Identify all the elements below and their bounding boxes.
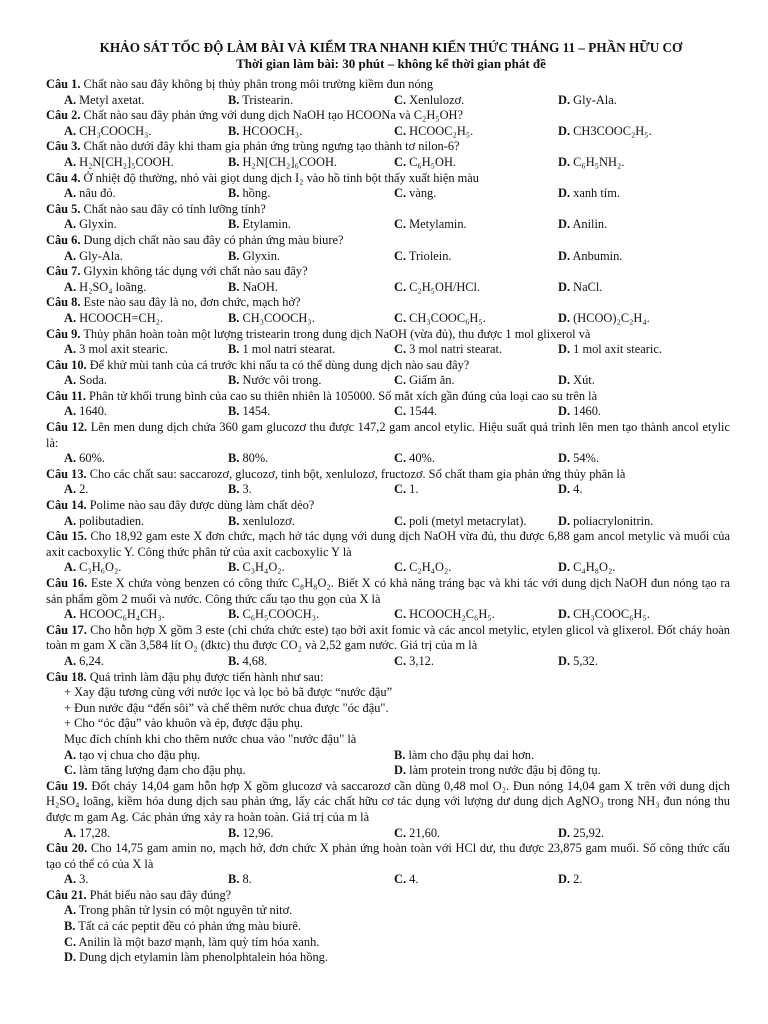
- option: C. CH₃COOC₆H₅.: [394, 310, 486, 325]
- question-text: Quá trình làm đậu phụ được tiến hành như sau:: [89, 669, 324, 684]
- option: A. Trong phân tử lysin có một nguyên tử nitơ.: [64, 903, 293, 918]
- question-text: Polime nào sau đây được dùng làm chất dẻo?: [89, 498, 315, 513]
- question-item: [46, 778, 730, 841]
- question-item: [46, 77, 730, 108]
- question-label: Câu 1.: [46, 77, 81, 91]
- option: A. Glyxin.: [64, 217, 117, 232]
- option-letter: A.: [64, 903, 77, 918]
- option: D. 25,92.: [558, 825, 605, 840]
- question-label: Câu 9.: [46, 326, 81, 341]
- page-subtitle: Thời gian làm bài: 30 phút – không kể thời gian phát đề: [236, 56, 546, 71]
- question-label: Câu 6.: [46, 232, 81, 247]
- question-stem: [46, 498, 730, 514]
- option-row: [64, 919, 730, 935]
- option: D. (HCOO)₂C₂H₄.: [558, 310, 650, 325]
- option: D. NaCl.: [558, 279, 603, 294]
- question-stem: [46, 139, 730, 155]
- option-letter: A.: [64, 482, 77, 497]
- option-letter: B.: [228, 653, 240, 668]
- option: A. 60%.: [64, 451, 105, 466]
- option: B. 8.: [228, 872, 252, 887]
- question-stem: [46, 779, 730, 826]
- option-letter: D.: [558, 154, 571, 169]
- option: C. Triolein.: [394, 248, 452, 263]
- question-item: [46, 576, 730, 623]
- option-letter: D.: [558, 560, 571, 575]
- question-item: [46, 669, 730, 779]
- option: A. HCOOCH=CH₂.: [64, 310, 164, 325]
- question-label: Câu 3.: [46, 139, 81, 154]
- question-text: Đốt cháy 14,04 gam hỗn hợp X gồm glucozơ và saccarozơ cần dùng 0,48 mol O₂. Đun nóng 14,04 gam X trên với dung dịch H₂SO₄ loãng, kiềm hóa dung dịch sau phản ứng, lấy các chất hữu cơ tác dụng với lượng dư dung dịch AgNO₃ trong NH₃ đun nóng thu được m gam Ag. Các phản ứng xảy ra hoàn toàn. Giá trị của m là: [46, 778, 730, 824]
- option: D. 1460.: [558, 404, 602, 419]
- question-stem: [46, 529, 730, 560]
- question-label: Câu 8.: [46, 295, 81, 310]
- option-row: [64, 404, 730, 420]
- option-row: [64, 607, 730, 623]
- question-list: [46, 77, 730, 966]
- option: D. CH3COOC₂H₅.: [558, 123, 652, 138]
- option: A. 2.: [64, 482, 89, 497]
- question-text: Cho 14,75 gam amin no, mạch hở, đơn chức X phản ứng hoàn toàn với HCl dư, thu được 23,875 gam muối. Số công thức cấu tạo có thể có của X là: [46, 841, 730, 871]
- option: C. HCOOCH₂C₆H₅.: [394, 607, 495, 622]
- option-letter: D.: [394, 763, 407, 778]
- option-letter: B.: [228, 404, 240, 419]
- option-row: [64, 950, 730, 966]
- option: C. vàng.: [394, 186, 437, 201]
- question-text: Phát biểu nào sau đây đúng?: [89, 887, 232, 902]
- option-row: [64, 93, 730, 109]
- option-letter: D.: [558, 217, 571, 232]
- question-item: [46, 622, 730, 670]
- question-label: Câu 15.: [46, 529, 87, 544]
- option-letter: C.: [394, 607, 407, 622]
- option-row: [64, 763, 730, 779]
- option: C. Metylamin.: [394, 217, 467, 232]
- option-letter: D.: [558, 451, 571, 466]
- option-row: [64, 748, 730, 764]
- option-letter: B.: [228, 154, 240, 169]
- question-stem: [46, 202, 730, 218]
- question-stem: [46, 467, 730, 483]
- option: C. Xenlulozơ.: [394, 92, 465, 107]
- question-text: Este nào sau đây là no, đơn chức, mạch hở?: [83, 295, 301, 310]
- option: D. Anbumin.: [558, 248, 623, 263]
- question-stem: [46, 77, 730, 93]
- option-letter: A.: [64, 310, 77, 325]
- option: A. 1640.: [64, 404, 108, 419]
- option-letter: C.: [394, 482, 407, 497]
- option-row: [64, 451, 730, 467]
- option: D. Dung dịch etylamin làm phenolphtalein hóa hồng.: [64, 950, 328, 965]
- option: C. 3 mol natri stearat.: [394, 342, 503, 357]
- option: B. xenlulozơ.: [228, 513, 295, 528]
- question-text: Dung dịch chất nào sau đây có phản ứng màu biure?: [83, 232, 344, 247]
- option-letter: B.: [228, 560, 240, 575]
- option-row: [64, 903, 730, 919]
- question-stem: [46, 623, 730, 654]
- option-letter: A.: [64, 186, 77, 201]
- question-text: Thủy phân hoàn toàn một lượng tristearin trong dung dịch NaOH (vừa đủ), thu được 1 mol glixerol và: [83, 326, 591, 341]
- question-label: Câu 11.: [46, 388, 86, 403]
- option: D. poliacrylonitrin.: [558, 513, 654, 528]
- option-row: [64, 217, 730, 233]
- option-letter: C.: [394, 451, 407, 466]
- option-letter: D.: [558, 653, 571, 668]
- option-row: [64, 249, 730, 265]
- question-stem: [46, 841, 730, 872]
- option-letter: B.: [64, 919, 76, 934]
- option-letter: C.: [394, 560, 407, 575]
- option-letter: C.: [394, 310, 407, 325]
- option-letter: B.: [228, 342, 240, 357]
- option-letter: A.: [64, 872, 77, 887]
- option-row: [64, 155, 730, 171]
- option: C. 4.: [394, 872, 419, 887]
- option: B. 3.: [228, 482, 252, 497]
- option-letter: A.: [64, 279, 77, 294]
- question-label: Câu 10.: [46, 357, 87, 372]
- option-letter: C.: [64, 934, 77, 949]
- page-title: KHẢO SÁT TỐC ĐỘ LÀM BÀI VÀ KIỂM TRA NHANH KIẾN THỨC THÁNG 11 – PHẦN HỮU CƠ: [99, 40, 683, 55]
- option-letter: C.: [64, 763, 77, 778]
- option: D. C₆H₅NH₂.: [558, 154, 625, 169]
- option-letter: A.: [64, 217, 77, 232]
- question-item: [46, 108, 730, 139]
- question-text: Phân tử khối trung bình của cao su thiên nhiên là 105000. Số mắt xích gần đúng của loại cao su trên là: [89, 388, 598, 403]
- option-letter: C.: [394, 154, 407, 169]
- question-label: Câu 16.: [46, 576, 88, 590]
- option-letter: A.: [64, 92, 77, 107]
- question-item: [46, 498, 730, 529]
- option: A. H₂SO₄ loãng.: [64, 279, 147, 294]
- question-text: Cho hỗn hợp X gồm 3 este (chỉ chứa chức este) tạo bởi axit fomic và các ancol metylic, etylen glicol và glixerol. Đốt cháy hoàn toàn m gam X cần 3,584 lít O₂ (đktc) thu được CO₂ và 2,52 gam nước. Giá trị của m là: [46, 622, 730, 653]
- question-item: [46, 466, 730, 498]
- option-row: [64, 342, 730, 358]
- question-item: [46, 529, 730, 576]
- question-item: [46, 841, 730, 888]
- option-letter: A.: [64, 451, 77, 466]
- question-label: Câu 5.: [46, 201, 81, 216]
- question-line: + Đun nước đậu “đến sôi” và chế thêm nước chua được "óc đậu".: [64, 700, 389, 715]
- question-label: Câu 14.: [46, 498, 87, 513]
- option: C. C₂H₄O₂.: [394, 560, 452, 575]
- question-item: [46, 170, 730, 202]
- option-row: [64, 826, 730, 842]
- option-letter: C.: [394, 92, 407, 107]
- question-item: [46, 420, 730, 467]
- question-text: Este X chứa vòng benzen có công thức C₈H₈O₂. Biết X có khả năng tráng bạc và khi tác với dung dịch NaOH đun nóng tạo ra sản phẩm gồm 2 muối và nước. Công thức cấu tạo thu gọn của X là: [46, 576, 730, 606]
- option-letter: D.: [558, 310, 571, 325]
- option: A. HCOOC₆H₄CH₃.: [64, 607, 165, 622]
- option-letter: A.: [64, 653, 77, 668]
- option-letter: D.: [558, 248, 571, 263]
- option-letter: B.: [228, 825, 240, 840]
- question-label: Câu 18.: [46, 669, 87, 684]
- question-item: [46, 887, 730, 966]
- question-stem: [46, 171, 730, 187]
- option-letter: B.: [228, 186, 240, 201]
- option-row: [64, 872, 730, 888]
- option-letter: C.: [394, 279, 407, 294]
- option: C. 3,12.: [394, 653, 434, 668]
- question-label: Câu 7.: [46, 264, 81, 279]
- option: B. HCOOCH₃.: [228, 123, 303, 138]
- option: B. Glyxin.: [228, 248, 280, 263]
- option: D. 4.: [558, 482, 583, 497]
- option: D. Xút.: [558, 373, 595, 388]
- question-text: Lên men dung dịch chứa 360 gam glucozơ thu được 147,2 gam ancol etylic. Hiệu suất quá trình lên men tạo thành ancol etylic là:: [46, 420, 730, 450]
- option: A. Metyl axetat.: [64, 92, 145, 107]
- question-label: Câu 2.: [46, 108, 81, 123]
- question-item: [46, 232, 730, 264]
- option-letter: D.: [558, 186, 571, 201]
- option: C. Giấm ăn.: [394, 373, 455, 388]
- option-letter: D.: [558, 123, 571, 138]
- option: B. hồng.: [228, 186, 271, 201]
- question-stem: [46, 420, 730, 451]
- option: B. Tristearin.: [228, 92, 294, 107]
- question-stem: [46, 358, 730, 374]
- option: A. tạo vị chua cho đậu phụ.: [64, 747, 201, 762]
- question-label: Câu 12.: [46, 420, 88, 435]
- option: A. nâu đỏ.: [64, 186, 116, 201]
- option: C. HCOOC₂H₅.: [394, 123, 474, 138]
- option-letter: C.: [394, 653, 407, 668]
- question-text: Chất nào dưới đây khi tham gia phản ứng trùng ngưng tạo thành tơ nilon-6?: [83, 139, 460, 154]
- question-stem: [46, 576, 730, 607]
- question-item: [46, 201, 730, 233]
- option: A. 6,24.: [64, 653, 104, 668]
- question-item: [46, 295, 730, 326]
- option-letter: B.: [228, 92, 240, 107]
- option: A. C₃H₆O₂.: [64, 560, 122, 575]
- option-letter: A.: [64, 607, 77, 622]
- option: A. 3 mol axit stearic.: [64, 342, 168, 357]
- option-row: [64, 482, 730, 498]
- option-letter: D.: [558, 607, 571, 622]
- option-row: [64, 514, 730, 530]
- option: A. 17,28.: [64, 825, 111, 840]
- option: A. Gly-Ala.: [64, 248, 123, 263]
- option-letter: A.: [64, 513, 77, 528]
- option-row: [64, 373, 730, 389]
- option: A. H₂N[CH₂]₅COOH.: [64, 154, 174, 169]
- question-label: Câu 17.: [46, 622, 87, 637]
- option-letter: B.: [228, 248, 240, 263]
- option: B. C₃H₄O₂.: [228, 560, 285, 575]
- option: D. Anilin.: [558, 217, 608, 232]
- option: C. 1544.: [394, 404, 438, 419]
- question-item: [46, 139, 730, 170]
- option: D. Gly-Ala.: [558, 92, 617, 107]
- question-text: Chất nào sau đây không bị thủy phân trong môi trường kiềm đun nóng: [83, 77, 434, 91]
- option-letter: A.: [64, 560, 77, 575]
- option: D. C₄H₈O₂.: [558, 560, 616, 575]
- option-row: [64, 186, 730, 202]
- option: C. 21,60.: [394, 825, 441, 840]
- option-row: [64, 654, 730, 670]
- option-letter: D.: [558, 872, 571, 887]
- option-letter: C.: [394, 404, 407, 419]
- option-letter: D.: [558, 482, 571, 497]
- option: B. 1454.: [228, 404, 271, 419]
- option-letter: C.: [394, 186, 407, 201]
- option-letter: A.: [64, 248, 77, 263]
- question-label: Câu 21.: [46, 887, 87, 902]
- option: D. làm protein trong nước đậu bị đông tụ.: [394, 763, 601, 778]
- option: C. 1.: [394, 482, 419, 497]
- question-stem: [46, 670, 730, 686]
- option-letter: C.: [394, 217, 407, 232]
- option-letter: D.: [558, 342, 571, 357]
- option: A. CH₃COOCH₃.: [64, 123, 152, 138]
- option: B. Etylamin.: [228, 217, 291, 232]
- option-letter: C.: [394, 513, 407, 528]
- option: B. Tất cả các peptit đều có phản ứng màu biurê.: [64, 919, 302, 934]
- option: D. xanh tím.: [558, 186, 620, 201]
- option-letter: D.: [558, 825, 571, 840]
- question-text: Chất nào sau đây có tính lưỡng tính?: [83, 201, 266, 216]
- option: B. CH₃COOCH₃.: [228, 310, 315, 325]
- option: A. 3.: [64, 872, 89, 887]
- option: D. 54%.: [558, 451, 599, 466]
- question-item: [46, 357, 730, 389]
- option: B. NaOH.: [228, 279, 278, 294]
- option-letter: D.: [558, 279, 571, 294]
- option-letter: A.: [64, 373, 77, 388]
- option: C. Anilin là một bazơ mạnh, làm quỳ tím hóa xanh.: [64, 934, 320, 949]
- option-row: [64, 124, 730, 140]
- option: B. 4,68.: [228, 653, 268, 668]
- option-letter: D.: [558, 92, 571, 107]
- option-row: [64, 311, 730, 327]
- option-letter: B.: [228, 872, 240, 887]
- option: B. Nước vôi trong.: [228, 373, 322, 388]
- option-letter: C.: [394, 373, 407, 388]
- option: C. C₂H₅OH/HCl.: [394, 279, 481, 294]
- question-line: Mục đích chính khi cho thêm nước chua vào "nước đậu" là: [64, 731, 357, 746]
- question-item: [46, 326, 730, 358]
- option-letter: C.: [394, 872, 407, 887]
- option: B. C₆H₅COOCH₃.: [228, 607, 320, 622]
- question-label: Câu 13.: [46, 466, 87, 481]
- option-letter: B.: [228, 513, 240, 528]
- question-stem: [46, 233, 730, 249]
- option: B. làm cho đậu phụ dai hơn.: [394, 747, 535, 762]
- option: C. 40%.: [394, 451, 435, 466]
- question-item: [46, 264, 730, 295]
- option-letter: A.: [64, 404, 77, 419]
- question-label: Câu 19.: [46, 778, 88, 793]
- question-text: Cho các chất sau: saccarozơ, glucozơ, tinh bột, xenlulozơ, fructozơ. Số chất tham gia phản ứng thủy phân là: [89, 466, 626, 481]
- question-label: Câu 20.: [46, 841, 88, 856]
- question-stem: [46, 295, 730, 311]
- question-text: Glyxin không tác dụng với chất nào sau đây?: [83, 264, 308, 279]
- option: D. 1 mol axit stearic.: [558, 342, 662, 357]
- option-row: [64, 935, 730, 951]
- question-stem: [46, 108, 730, 124]
- question-text: Cho 18,92 gam este X đơn chức, mạch hở tác dụng với dung dịch NaOH vừa đủ, thu được 6,88 gam ancol metylic và muối của axit cacboxylic Y. Công thức phân tử của axit cacboxylic Y là: [46, 529, 730, 559]
- option: B. 80%.: [228, 451, 269, 466]
- option: C. poli (metyl metacrylat).: [394, 513, 527, 528]
- option-letter: B.: [228, 217, 240, 232]
- question-stem: [46, 888, 730, 904]
- option-row: [64, 280, 730, 296]
- option-letter: B.: [394, 747, 406, 762]
- option-row: [64, 560, 730, 576]
- option-letter: C.: [394, 342, 407, 357]
- option: C. C₆H₅OH.: [394, 154, 456, 169]
- question-stem: [46, 264, 730, 280]
- question-label: Câu 4.: [46, 170, 81, 185]
- option: B. 1 mol natri stearat.: [228, 342, 336, 357]
- question-text: Ở nhiệt độ thường, nhỏ vài giọt dung dịch I₂ vào hồ tinh bột thấy xuất hiện màu: [83, 170, 479, 185]
- option-letter: D.: [558, 373, 571, 388]
- option-letter: B.: [228, 607, 240, 622]
- question-text: Để khử mùi tanh của cá trước khi nấu ta có thể dùng dung dịch nào sau đây?: [89, 357, 470, 372]
- option: D. 2.: [558, 872, 583, 887]
- option-letter: C.: [394, 123, 407, 138]
- option: D. 5,32.: [558, 653, 598, 668]
- option-letter: B.: [228, 310, 240, 325]
- option-letter: A.: [64, 342, 77, 357]
- question-line: + Xay đậu tương cùng với nước lọc và lọc bỏ bã được “nước đậu”: [64, 685, 393, 700]
- option: D. CH₃COOC₆H₅.: [558, 607, 650, 622]
- option-letter: C.: [394, 248, 407, 263]
- question-item: [46, 388, 730, 420]
- question-stem: [46, 389, 730, 405]
- option: B. 12,96.: [228, 825, 274, 840]
- option-letter: B.: [228, 123, 240, 138]
- option-letter: A.: [64, 154, 77, 169]
- option-letter: D.: [64, 950, 77, 965]
- option-letter: C.: [394, 825, 407, 840]
- option: A. Soda.: [64, 373, 108, 388]
- option-letter: D.: [558, 404, 571, 419]
- option: B. H₂N[CH₂]₆COOH.: [228, 154, 337, 169]
- option-letter: B.: [228, 279, 240, 294]
- question-stem: [46, 327, 730, 343]
- option-letter: D.: [558, 513, 571, 528]
- option-letter: A.: [64, 123, 77, 138]
- option-letter: B.: [228, 451, 240, 466]
- option-letter: A.: [64, 747, 77, 762]
- question-line: + Cho “óc đậu” vào khuôn và ép, được đậu phụ.: [64, 716, 304, 731]
- option-letter: B.: [228, 373, 240, 388]
- option-letter: B.: [228, 482, 240, 497]
- question-text: Chất nào sau đây phản ứng với dung dịch NaOH tạo HCOONa và C₂H₅OH?: [83, 108, 463, 123]
- option: A. polibutadien.: [64, 513, 145, 528]
- option: C. làm tăng lượng đạm cho đậu phụ.: [64, 763, 246, 778]
- option-letter: A.: [64, 825, 77, 840]
